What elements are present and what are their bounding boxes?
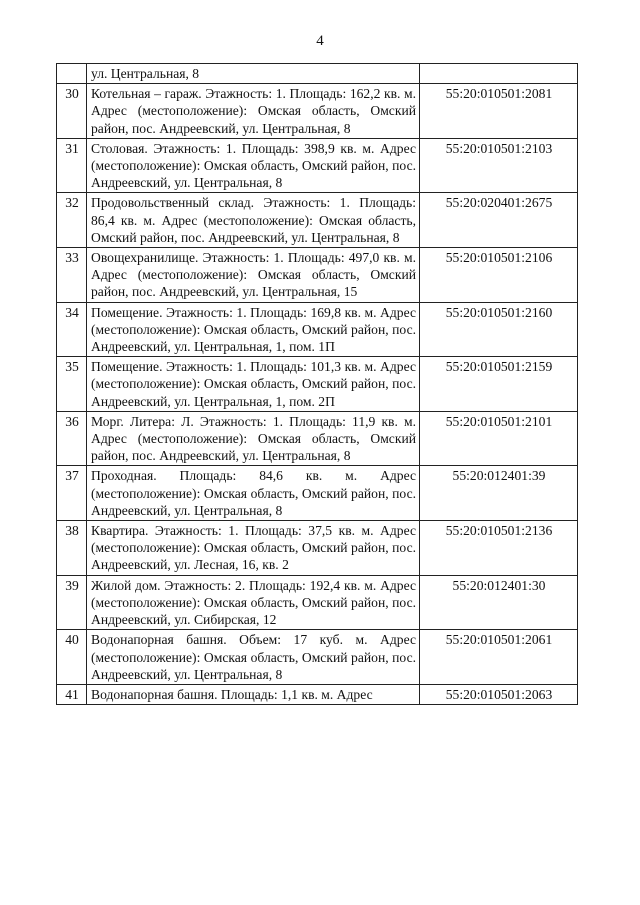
row-number: 31 — [57, 138, 87, 193]
row-description: Продовольственный склад. Этажность: 1. Площадь: 86,4 кв. м. Адрес (местоположение): Омская область, Омский район, пос. Андреевский, ул. Центральная, 8 — [87, 193, 420, 248]
table-row — [57, 575, 578, 630]
row-cadastral-number: 55:20:010501:2081 — [420, 84, 578, 139]
row-cadastral-number — [420, 64, 578, 84]
row-description: Морг. Литера: Л. Этажность: 1. Площадь: 11,9 кв. м. Адрес (местоположение): Омская область, Омский район, пос. Андреевский, ул. Центральная, 8 — [87, 411, 420, 466]
row-number: 36 — [57, 411, 87, 466]
continuation-row — [57, 64, 578, 84]
row-description: Столовая. Этажность: 1. Площадь: 398,9 кв. м. Адрес (местоположение): Омская область, Омский район, пос. Андреевский, ул. Центральная, 8 — [87, 138, 420, 193]
row-description: ул. Центральная, 8 — [87, 64, 420, 84]
row-cadastral-number: 55:20:010501:2063 — [420, 684, 578, 704]
row-number: 41 — [57, 684, 87, 704]
row-description: Водонапорная башня. Объем: 17 куб. м. Адрес (местоположение): Омская область, Омский район, пос. Андреевский, ул. Центральная, 8 — [87, 630, 420, 685]
table-row — [57, 521, 578, 576]
table-row — [57, 84, 578, 139]
row-description: Котельная – гараж. Этажность: 1. Площадь: 162,2 кв. м. Адрес (местоположение): Омская область, Омский район, пос. Андреевский, ул. Центральная, 8 — [87, 84, 420, 139]
row-number: 34 — [57, 302, 87, 357]
row-cadastral-number: 55:20:010501:2160 — [420, 302, 578, 357]
row-number: 30 — [57, 84, 87, 139]
row-description: Водонапорная башня. Площадь: 1,1 кв. м. Адрес — [87, 684, 420, 704]
row-number: 35 — [57, 357, 87, 412]
row-number: 37 — [57, 466, 87, 521]
row-description: Овощехранилище. Этажность: 1. Площадь: 497,0 кв. м. Адрес (местоположение): Омская область, Омский район, пос. Андреевский, ул. Центральная, 15 — [87, 248, 420, 303]
row-number — [57, 64, 87, 84]
table-row — [57, 138, 578, 193]
row-number: 38 — [57, 521, 87, 576]
row-number: 39 — [57, 575, 87, 630]
row-description: Помещение. Этажность: 1. Площадь: 101,3 кв. м. Адрес (местоположение): Омская область, Омский район, пос. Андреевский, ул. Центральная, 1, пом. 2П — [87, 357, 420, 412]
row-cadastral-number: 55:20:010501:2101 — [420, 411, 578, 466]
row-number: 32 — [57, 193, 87, 248]
table-row — [57, 357, 578, 412]
row-cadastral-number: 55:20:010501:2061 — [420, 630, 578, 685]
table-row — [57, 302, 578, 357]
row-description: Квартира. Этажность: 1. Площадь: 37,5 кв. м. Адрес (местоположение): Омская область, Омский район, пос. Андреевский, ул. Лесная, 16, кв. 2 — [87, 521, 420, 576]
table-row — [57, 248, 578, 303]
row-cadastral-number: 55:20:010501:2159 — [420, 357, 578, 412]
table-row — [57, 630, 578, 685]
property-table — [56, 63, 578, 705]
row-cadastral-number: 55:20:012401:39 — [420, 466, 578, 521]
row-number: 33 — [57, 248, 87, 303]
row-cadastral-number: 55:20:010501:2106 — [420, 248, 578, 303]
row-description: Жилой дом. Этажность: 2. Площадь: 192,4 кв. м. Адрес (местоположение): Омская область, Омский район, пос. Андреевский, ул. Сибирская, 12 — [87, 575, 420, 630]
table-row — [57, 466, 578, 521]
table-row — [57, 411, 578, 466]
row-description: Проходная. Площадь: 84,6 кв. м. Адрес (местоположение): Омская область, Омский район, пос. Андреевский, ул. Центральная, 8 — [87, 466, 420, 521]
table-row — [57, 684, 578, 704]
page-number: 4 — [316, 33, 324, 49]
row-cadastral-number: 55:20:010501:2103 — [420, 138, 578, 193]
row-cadastral-number: 55:20:012401:30 — [420, 575, 578, 630]
row-cadastral-number: 55:20:020401:2675 — [420, 193, 578, 248]
row-description: Помещение. Этажность: 1. Площадь: 169,8 кв. м. Адрес (местоположение): Омская область, Омский район, пос. Андреевский, ул. Центральная, 1, пом. 1П — [87, 302, 420, 357]
table-row — [57, 193, 578, 248]
row-cadastral-number: 55:20:010501:2136 — [420, 521, 578, 576]
row-number: 40 — [57, 630, 87, 685]
